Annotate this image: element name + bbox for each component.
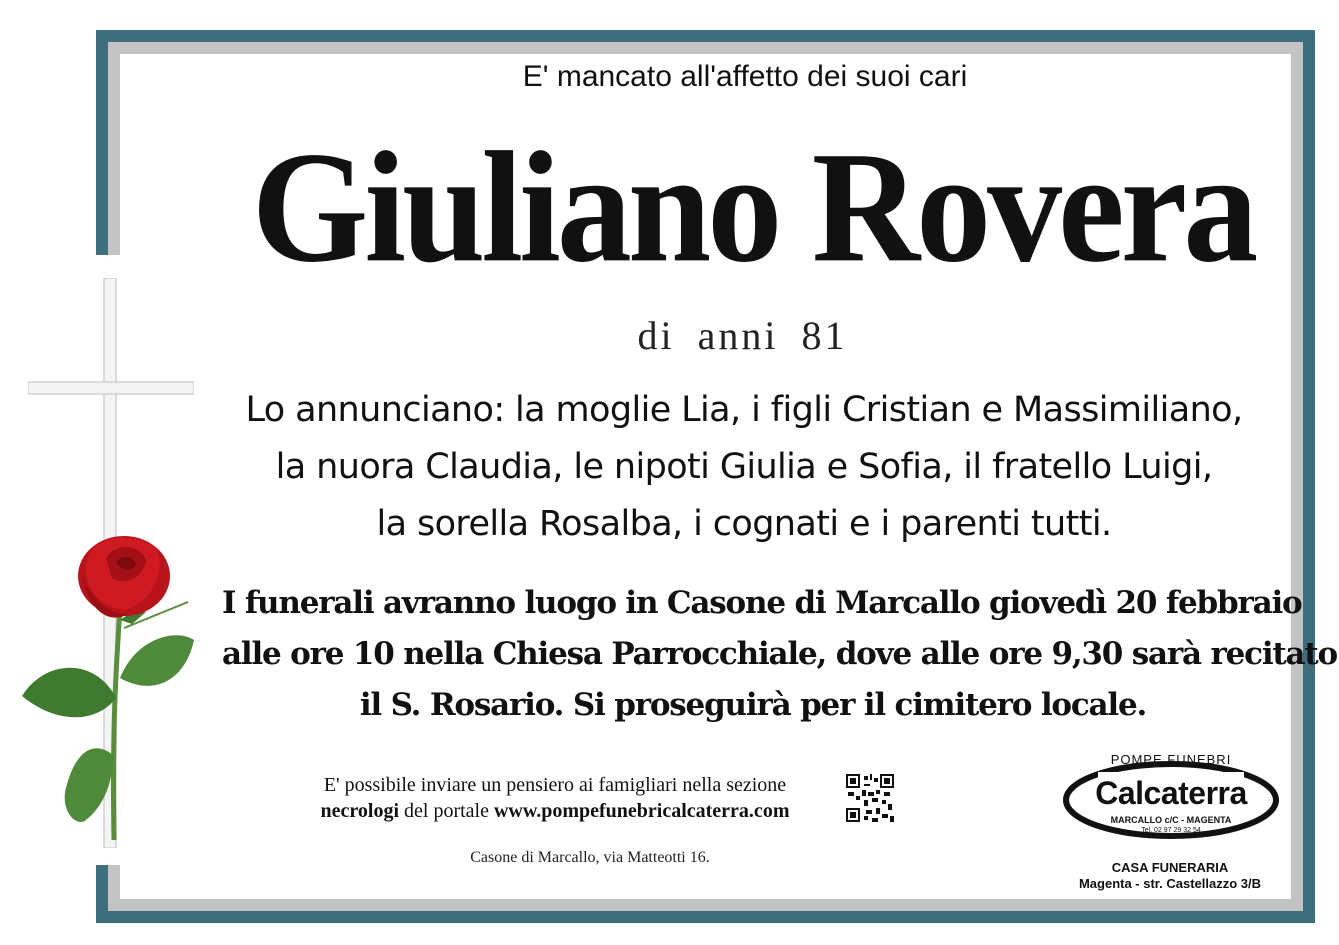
funeral-line: I funerali avranno luogo in Casone di Marcallo giovedì 20 febbraio <box>222 585 1302 621</box>
announcement-line: la sorella Rosalba, i cognati e i parenti tutti. <box>376 504 1112 544</box>
logo-city: MARCALLO c/C - MAGENTA <box>1110 815 1232 825</box>
portal-middle: del portale <box>399 800 494 822</box>
headline: E' mancato all'affetto dei suoi cari <box>522 60 968 93</box>
casa-line-1: CASA FUNERARIA <box>1111 860 1229 875</box>
casa-funeraria <box>1050 860 1290 892</box>
announcement-line: la nuora Claudia, le nipoti Giulia e Sofia, il fratello Luigi, <box>275 447 1213 487</box>
casa-line-2: Magenta - str. Castellazzo 3/B <box>1078 876 1262 891</box>
logo-brand: Calcaterra <box>1095 775 1247 811</box>
logo-tel: Tel. 02 97 29 32 54 <box>1141 827 1201 834</box>
funeral-info <box>222 578 1338 731</box>
funeral-line: il S. Rosario. Si proseguirà per il cimitero locale. <box>359 687 1147 723</box>
necrologi-label: necrologi <box>320 800 400 822</box>
qr-code-icon[interactable] <box>846 774 894 822</box>
deceased-name: Giuliano Rovera <box>251 119 1255 296</box>
address: Casone di Marcallo, via Matteotti 16. <box>470 849 710 866</box>
logo-top-text: POMPE FUNEBRI <box>1110 752 1232 767</box>
portal-line-2 <box>270 798 840 824</box>
announcement <box>200 382 1288 553</box>
age: di anni 81 <box>637 313 848 358</box>
rose-image <box>16 528 206 848</box>
portal-url-link[interactable]: www.pompefunebricalcaterra.com <box>493 800 790 822</box>
portal-line-1: E' possibile inviare un pensiero ai famigliari nella sezione <box>323 774 787 796</box>
announcement-line: Lo annunciano: la moglie Lia, i figli Cristian e Massimiliano, <box>245 390 1243 430</box>
funeral-line: alle ore 10 nella Chiesa Parrocchiale, dove alle ore 9,30 sarà recitato <box>222 636 1338 672</box>
portal-info <box>270 772 840 824</box>
